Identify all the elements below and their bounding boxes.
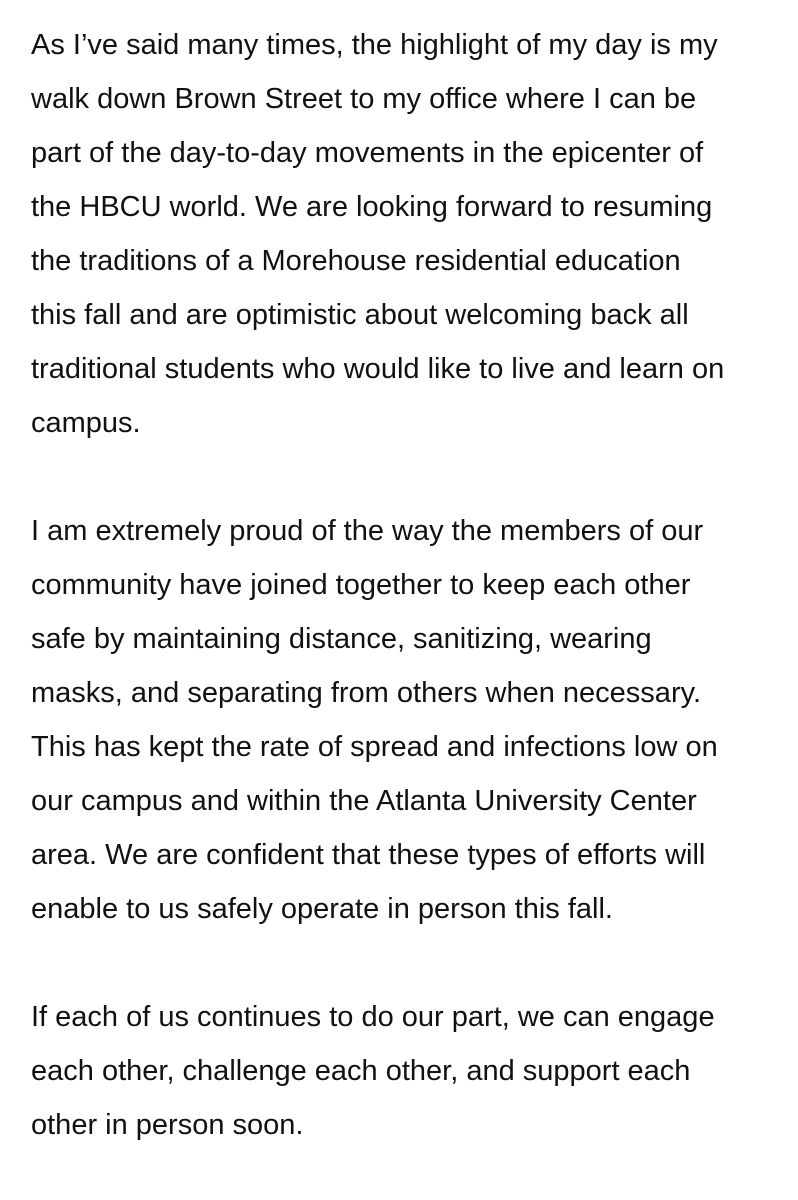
paragraph-spacer — [31, 450, 781, 504]
text-line: enable to us safely operate in person this fall. — [31, 893, 613, 925]
text-line: safe by maintaining distance, sanitizing, wearing — [31, 623, 652, 655]
text-line: masks, and separating from others when necessary. — [31, 677, 702, 709]
text-line: If each of us continues to do our part, we can engage — [31, 1001, 715, 1033]
text-line: each other, challenge each other, and support each — [31, 1055, 691, 1087]
text-line: As I’ve said many times, the highlight of my day is my — [31, 29, 718, 61]
text-line: the HBCU world. We are looking forward to resuming — [31, 191, 713, 223]
text-line: campus. — [31, 407, 141, 439]
text-line: part of the day-to-day movements in the epicenter of — [31, 137, 704, 169]
text-line: community have joined together to keep each other — [31, 569, 691, 601]
text-line: other in person soon. — [31, 1109, 304, 1141]
paragraph-spacer — [31, 936, 781, 990]
text-line: area. We are confident that these types of efforts will — [31, 839, 706, 871]
text-line: I am extremely proud of the way the members of our — [31, 515, 704, 547]
text-line: This has kept the rate of spread and infections low on — [31, 731, 718, 763]
text-line: the traditions of a Morehouse residential education — [31, 245, 681, 277]
paragraph-1 — [31, 18, 781, 450]
text-line: walk down Brown Street to my office where I can be — [31, 83, 697, 115]
text-line: this fall and are optimistic about welcoming back all — [31, 299, 689, 331]
letter-body — [31, 18, 781, 1152]
paragraph-3 — [31, 990, 781, 1152]
text-line: our campus and within the Atlanta University Center — [31, 785, 697, 817]
paragraph-2 — [31, 504, 781, 936]
text-line: traditional students who would like to live and learn on — [31, 353, 725, 385]
